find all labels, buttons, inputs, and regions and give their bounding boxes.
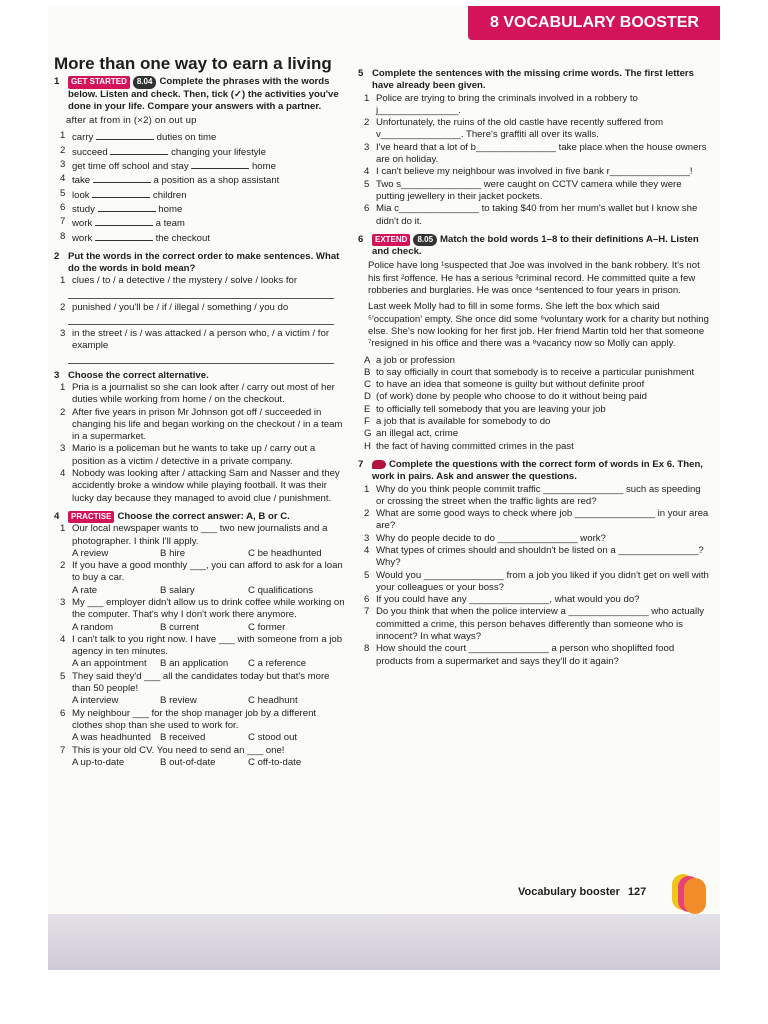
item-text: After five years in prison Mr Johnson got off / succeeded in changing his life and began working on the checkout / in a team in a supermarket. bbox=[72, 406, 343, 443]
item-number: 5 bbox=[364, 178, 370, 190]
list-item bbox=[54, 202, 346, 216]
footer-label: Vocabulary booster bbox=[518, 886, 620, 898]
definition-text: the fact of having committed crimes in the past bbox=[376, 440, 574, 452]
item-prefix: succeed bbox=[72, 146, 111, 158]
item-number: 3 bbox=[364, 141, 370, 153]
item-text bbox=[72, 159, 276, 173]
item-number: 6 bbox=[60, 707, 66, 719]
answer-options bbox=[54, 585, 346, 597]
option-b[interactable]: B salary bbox=[160, 584, 195, 596]
option-c[interactable]: C stood out bbox=[248, 732, 298, 744]
item-number: 2 bbox=[364, 117, 370, 129]
list-item bbox=[358, 533, 710, 545]
list-item bbox=[358, 203, 710, 228]
exercise-items bbox=[54, 382, 346, 505]
item-text bbox=[72, 188, 187, 202]
item-text: Nobody was looking after / attacking Sam and Nasser and they accidently broke a window while playing football. It was their lucky day because they managed to avoid clue / punishment. bbox=[72, 468, 340, 504]
item-number: 5 bbox=[364, 569, 370, 581]
definition-text: (of work) done by people who choose to do it without being paid bbox=[376, 391, 647, 403]
list-item bbox=[358, 570, 710, 595]
item-suffix: the checkout bbox=[152, 232, 210, 244]
item-prefix: take bbox=[72, 175, 93, 187]
list-item bbox=[54, 745, 346, 757]
answer-blank[interactable] bbox=[95, 216, 153, 226]
passage-2: Last week Molly had to fill in some forms. She left the box which said ⁵'occupation' empty. She once did some ⁶voluntary work for a charity but nothing else. She's now looking for her first job. Her friend Martin told her that someone ⁷resigned in his office and there was a ⁸vacancy now so Molly can apply. bbox=[368, 301, 709, 350]
item-number: 3 bbox=[60, 159, 66, 171]
definition-item bbox=[358, 441, 710, 453]
exercise-7 bbox=[358, 459, 710, 668]
list-item bbox=[54, 407, 346, 444]
item-text bbox=[72, 145, 266, 159]
exercise-instruction: Match the bold words 1–8 to their definitions A–H. Listen and check. bbox=[372, 233, 699, 258]
item-text bbox=[72, 231, 210, 245]
answer-blank[interactable] bbox=[191, 159, 249, 169]
option-b[interactable]: B out-of-date bbox=[160, 756, 216, 768]
answer-options bbox=[54, 757, 346, 769]
item-prefix: look bbox=[72, 189, 93, 201]
item-text bbox=[72, 216, 185, 230]
item-suffix: children bbox=[150, 189, 187, 201]
definition-letter: E bbox=[364, 403, 371, 415]
page-title: More than one way to earn a living bbox=[54, 54, 332, 73]
exercise-4 bbox=[54, 511, 346, 769]
answer-options bbox=[54, 622, 346, 634]
item-text: If you have a good monthly ___, you can afford to ask for a loan to buy a car. bbox=[72, 560, 343, 584]
option-a[interactable]: A was headhunted bbox=[72, 732, 151, 744]
answer-options bbox=[54, 658, 346, 670]
option-c[interactable]: C former bbox=[248, 621, 286, 633]
option-c[interactable]: C a reference bbox=[248, 658, 307, 670]
definition-letter: C bbox=[364, 379, 371, 391]
item-number: 1 bbox=[364, 483, 370, 495]
item-text: My neighbour ___ for the shop manager job by a different clothes shop than she used to work for. bbox=[72, 707, 317, 731]
definition-item bbox=[358, 416, 710, 428]
answer-line[interactable] bbox=[68, 316, 334, 325]
option-b[interactable]: B hire bbox=[160, 547, 186, 559]
item-text: What types of crimes should and shouldn't be listed on a _______________? Why? bbox=[376, 544, 704, 569]
item-suffix: a team bbox=[152, 218, 185, 230]
item-text: This is your old CV. You need to send an ___ one! bbox=[72, 744, 285, 756]
item-number: 2 bbox=[60, 301, 66, 313]
exercise-items bbox=[358, 484, 710, 668]
answer-blank[interactable] bbox=[93, 173, 151, 183]
answer-blank[interactable] bbox=[110, 145, 168, 155]
answer-options bbox=[54, 695, 346, 707]
list-item bbox=[54, 597, 346, 622]
item-text: I can't talk to you right now. I have ___ with someone from a job agency in ten minutes. bbox=[72, 633, 343, 658]
option-a[interactable]: A an appointment bbox=[72, 658, 147, 670]
item-prefix: work bbox=[72, 218, 95, 230]
item-number: 1 bbox=[60, 275, 66, 287]
list-item bbox=[358, 117, 710, 142]
item-text bbox=[72, 202, 182, 216]
right-column bbox=[358, 68, 710, 674]
item-number: 1 bbox=[364, 92, 370, 104]
item-suffix: a position as a shop assistant bbox=[150, 175, 280, 187]
item-suffix: changing your lifestyle bbox=[168, 146, 266, 158]
definition-item bbox=[358, 355, 710, 367]
list-item bbox=[54, 173, 346, 187]
orange-tab-icon bbox=[684, 878, 706, 914]
item-number: 7 bbox=[364, 606, 370, 618]
item-number: 4 bbox=[364, 544, 370, 556]
option-c[interactable]: C headhunt bbox=[248, 695, 298, 707]
definition-letter: F bbox=[364, 416, 370, 428]
item-number: 7 bbox=[60, 216, 66, 228]
item-number: 1 bbox=[60, 523, 66, 535]
page-footer bbox=[518, 886, 646, 898]
item-prefix: get time off school and stay bbox=[72, 161, 192, 173]
item-number: 6 bbox=[60, 201, 66, 213]
item-text: clues / to / a detective / the mystery / solve / looks for bbox=[72, 275, 298, 287]
option-c[interactable]: C qualifications bbox=[248, 584, 314, 596]
exercise-2 bbox=[54, 251, 346, 364]
left-column bbox=[54, 54, 346, 775]
item-number: 2 bbox=[60, 144, 66, 156]
list-item bbox=[358, 179, 710, 204]
item-text: Mario is a policeman but he wants to take up / carry out a position as a victim / detective in a private company. bbox=[72, 443, 316, 467]
answer-line[interactable] bbox=[68, 355, 334, 364]
section-banner: 8 VOCABULARY BOOSTER bbox=[468, 6, 720, 40]
item-text: Would you _______________ from a job you liked if you didn't get on well with your colleagues or your boss? bbox=[376, 569, 709, 593]
item-text: Pria is a journalist so she can look after / carry out most of her duties while working from home / on the checkout. bbox=[72, 381, 335, 406]
item-number: 4 bbox=[60, 468, 66, 480]
item-number: 6 bbox=[364, 594, 370, 606]
item-text: Do you think that when the police interview a _______________ who actually committed a crime, this person behaves differently than someone who is innocent? In what ways? bbox=[376, 606, 705, 643]
speech-bubble-icon bbox=[372, 460, 386, 469]
get-started-tag: GET STARTED bbox=[68, 76, 130, 88]
list-item bbox=[358, 643, 710, 668]
option-c[interactable]: C be headhunted bbox=[248, 547, 322, 559]
exercise-items bbox=[358, 93, 710, 228]
exercise-items bbox=[54, 130, 346, 244]
option-a[interactable]: A rate bbox=[72, 584, 98, 596]
item-text bbox=[72, 173, 279, 187]
item-text: How should the court _______________ a person who shoplifted food products from a supermarket and says they'll do it again? bbox=[376, 643, 675, 667]
option-a[interactable]: A random bbox=[72, 621, 114, 633]
item-suffix: home bbox=[155, 203, 183, 215]
item-number: 2 bbox=[60, 560, 66, 572]
item-text bbox=[72, 130, 216, 144]
list-item bbox=[358, 93, 710, 118]
exercise-number: 3 bbox=[54, 369, 60, 381]
item-number: 3 bbox=[364, 532, 370, 544]
definition-item bbox=[358, 404, 710, 416]
option-b[interactable]: B received bbox=[160, 732, 206, 744]
item-prefix: study bbox=[72, 203, 98, 215]
passage-1: Police have long ¹suspected that Joe was involved in the bank robbery. It's not his first ²offence. He has a serious ³criminal record. He committed quite a few robberies and burglaries. He was once ⁴sentenced to four years in prison. bbox=[368, 260, 700, 297]
page-number: 127 bbox=[627, 886, 647, 898]
item-number: 8 bbox=[364, 643, 370, 655]
list-item bbox=[54, 468, 346, 505]
definition-letter: A bbox=[364, 354, 371, 366]
index-tabs bbox=[672, 874, 702, 918]
page-shadow bbox=[48, 914, 720, 970]
item-text: Our local newspaper wants to ___ two new journalists and a photographer. I think I'll apply. bbox=[72, 523, 328, 547]
list-item bbox=[54, 159, 346, 173]
list-item bbox=[54, 275, 346, 287]
word-box: after at from in (×2) on out up bbox=[66, 115, 197, 127]
option-a[interactable]: A interview bbox=[72, 695, 119, 707]
definition-text: to say officially in court that somebody is to receive a particular punishment bbox=[376, 366, 695, 378]
item-text: What are some good ways to check where job _______________ in your area are? bbox=[376, 508, 709, 532]
item-number: 5 bbox=[60, 187, 66, 199]
definition-letter: D bbox=[364, 391, 371, 403]
list-item bbox=[54, 328, 346, 353]
definition-text: a job that is available for somebody to do bbox=[376, 416, 551, 428]
list-item bbox=[358, 142, 710, 167]
definition-text: an illegal act, crime bbox=[376, 428, 459, 440]
audio-icon[interactable]: 8.05 bbox=[413, 234, 437, 246]
list-item bbox=[54, 443, 346, 468]
exercise-instruction: Choose the correct answer: A, B or C. bbox=[117, 510, 290, 522]
extend-tag: EXTEND bbox=[372, 234, 410, 246]
item-text: My ___ employer didn't allow us to drink coffee while working on the computer. That's why I don't work there anymore. bbox=[72, 596, 345, 621]
list-item bbox=[54, 231, 346, 245]
answer-line[interactable] bbox=[68, 290, 334, 299]
exercise-5 bbox=[358, 68, 710, 228]
definition-text: to have an idea that someone is guilty but without definite proof bbox=[376, 379, 645, 391]
exercise-items bbox=[54, 275, 346, 363]
list-item bbox=[358, 545, 710, 570]
list-item bbox=[358, 606, 710, 643]
item-number: 5 bbox=[60, 670, 66, 682]
definitions-list bbox=[358, 355, 710, 453]
exercise-instruction: Put the words in the correct order to make sentences. What do the words in bold mean? bbox=[68, 250, 340, 275]
definition-letter: H bbox=[364, 440, 371, 452]
answer-blank[interactable] bbox=[98, 202, 156, 212]
list-item bbox=[54, 188, 346, 202]
item-suffix: duties on time bbox=[153, 132, 217, 144]
exercise-items bbox=[54, 523, 346, 769]
list-item bbox=[54, 708, 346, 733]
item-number: 1 bbox=[60, 381, 66, 393]
option-b[interactable]: B an application bbox=[160, 658, 229, 670]
item-number: 4 bbox=[60, 173, 66, 185]
definition-letter: G bbox=[364, 428, 372, 440]
option-b[interactable]: B review bbox=[160, 695, 197, 707]
exercise-1 bbox=[54, 76, 346, 245]
definition-text: to officially tell somebody that you are leaving your job bbox=[376, 403, 606, 415]
item-text: in the street / is / was attacked / a person who, / a victim / for example bbox=[72, 328, 330, 352]
exercise-instruction: Choose the correct alternative. bbox=[68, 369, 209, 381]
list-item bbox=[358, 484, 710, 509]
list-item bbox=[54, 634, 346, 659]
item-number: 7 bbox=[60, 744, 66, 756]
option-b[interactable]: B current bbox=[160, 621, 199, 633]
list-item bbox=[54, 523, 346, 548]
list-item bbox=[54, 302, 346, 314]
item-number: 3 bbox=[60, 596, 66, 608]
list-item bbox=[54, 145, 346, 159]
list-item bbox=[54, 216, 346, 230]
item-text: Police are trying to bring the criminals involved in a robbery to j_______________. bbox=[376, 92, 638, 116]
list-item bbox=[358, 166, 710, 178]
item-text: I've heard that a lot of b_______________ take place when the house owners are on holiday. bbox=[376, 141, 707, 166]
item-number: 4 bbox=[364, 166, 370, 178]
item-number: 1 bbox=[60, 130, 66, 142]
audio-icon[interactable]: 8.04 bbox=[133, 76, 157, 88]
item-text: I can't believe my neighbour was involved in five bank r_______________! bbox=[376, 166, 693, 178]
exercise-number: 7 bbox=[358, 458, 364, 470]
item-text: Two s_______________ were caught on CCTV camera while they were putting jewellery in their jacket pockets. bbox=[376, 178, 682, 202]
item-text: punished / you'll be / if / illegal / something / you do bbox=[72, 301, 289, 313]
answer-blank[interactable] bbox=[95, 231, 153, 241]
item-text: Why do people decide to do _______________ work? bbox=[376, 532, 606, 544]
item-prefix: carry bbox=[72, 132, 96, 144]
list-item bbox=[54, 671, 346, 696]
exercise-6 bbox=[358, 234, 710, 453]
option-a[interactable]: A review bbox=[72, 547, 109, 559]
exercise-instruction: Complete the phrases with the words below. Listen and check. Then, tick (✓) the activities you've done in your life. Compare your answers with a partner. bbox=[68, 76, 339, 112]
definition-item bbox=[358, 379, 710, 391]
item-number: 2 bbox=[60, 406, 66, 418]
list-item bbox=[358, 508, 710, 533]
list-item bbox=[358, 594, 710, 606]
item-number: 8 bbox=[60, 230, 66, 242]
exercise-number: 5 bbox=[358, 68, 364, 79]
item-number: 4 bbox=[60, 633, 66, 645]
workbook-page bbox=[48, 6, 720, 968]
definition-item bbox=[358, 391, 710, 403]
option-c[interactable]: C off-to-date bbox=[248, 756, 302, 768]
list-item bbox=[54, 560, 346, 585]
definition-item bbox=[358, 428, 710, 440]
answer-options bbox=[54, 548, 346, 560]
definition-text: a job or profession bbox=[376, 354, 455, 366]
definition-letter: B bbox=[364, 366, 371, 378]
item-number: 6 bbox=[364, 203, 370, 215]
answer-options bbox=[54, 732, 346, 744]
practise-tag: PRACTISE bbox=[68, 511, 114, 523]
item-text: If you could have any _______________, what would you do? bbox=[376, 594, 640, 606]
list-item bbox=[54, 382, 346, 407]
item-prefix: work bbox=[72, 232, 95, 244]
answer-blank[interactable] bbox=[96, 130, 154, 140]
item-number: 3 bbox=[60, 443, 66, 455]
item-number: 3 bbox=[60, 328, 66, 340]
item-text: Why do you think people commit traffic _______________ such as speeding or crossing the street when the traffic lights are red? bbox=[376, 483, 701, 507]
exercise-number: 2 bbox=[54, 250, 60, 262]
exercise-number: 1 bbox=[54, 76, 60, 88]
list-item bbox=[54, 130, 346, 144]
answer-blank[interactable] bbox=[92, 188, 150, 198]
item-text: They said they'd ___ all the candidates today but that's more than 50 people! bbox=[72, 670, 330, 695]
exercise-number: 6 bbox=[358, 233, 364, 245]
exercise-instruction: Complete the questions with the correct form of words in Ex 6. Then, work in pairs. Ask and answer the questions. bbox=[372, 458, 703, 483]
exercise-instruction: Complete the sentences with the missing crime words. The first letters have already been given. bbox=[372, 68, 695, 92]
exercise-3 bbox=[54, 370, 346, 505]
item-text: Mia c_______________ to taking $40 from her mum's wallet but I know she didn't do it. bbox=[376, 203, 698, 227]
item-suffix: home bbox=[249, 161, 276, 173]
exercise-number: 4 bbox=[54, 510, 60, 522]
definition-item bbox=[358, 367, 710, 379]
option-a[interactable]: A up-to-date bbox=[72, 756, 125, 768]
item-number: 2 bbox=[364, 508, 370, 520]
item-text: Unfortunately, the ruins of the old castle have recently suffered from v_______________. There's graffiti all over its walls. bbox=[376, 117, 664, 141]
